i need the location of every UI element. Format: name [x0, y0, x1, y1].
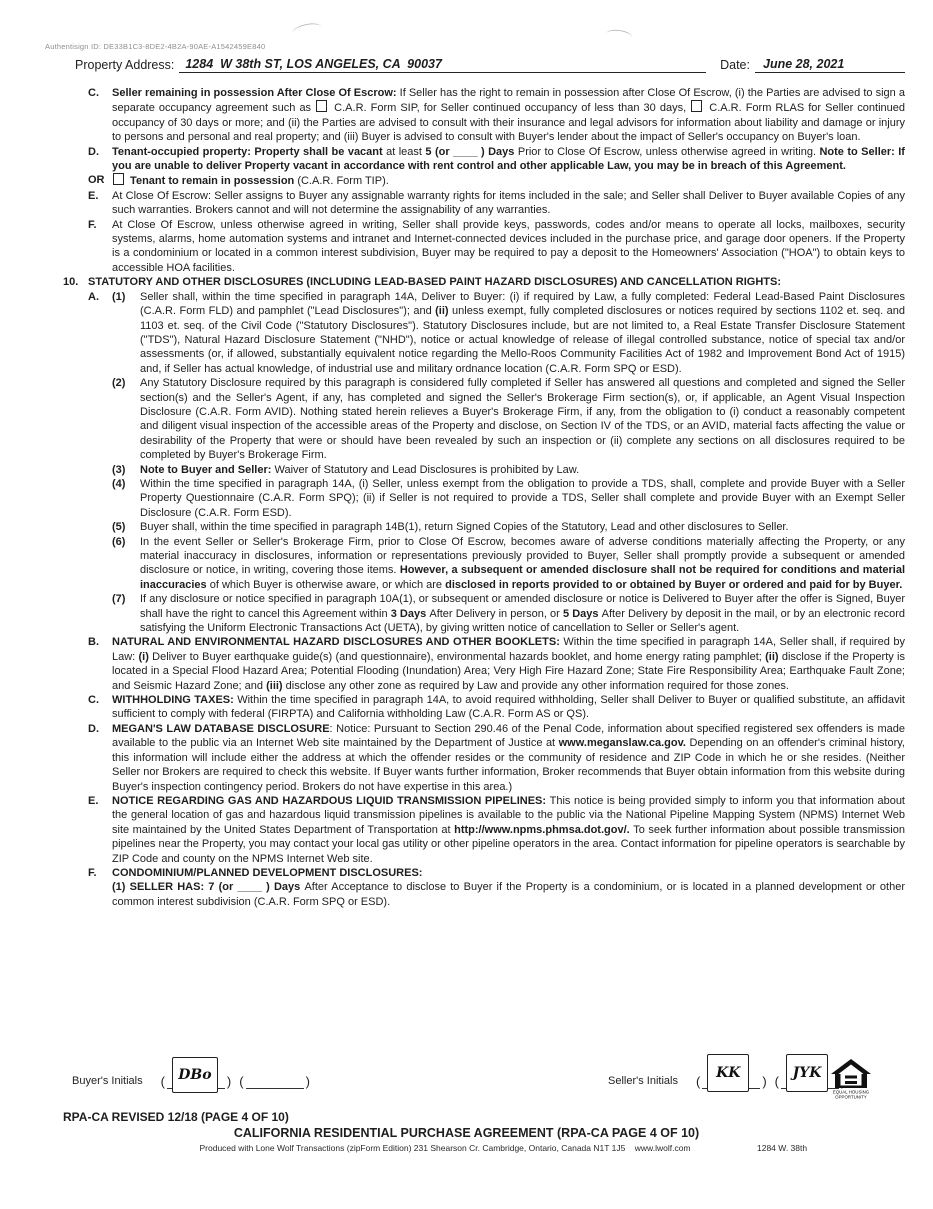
text-run: NOTICE REGARDING GAS AND HAZARDOUS LIQUID TRANSMISSION PIPELINES:	[112, 794, 550, 807]
para-9D-tenant-occupied	[63, 145, 905, 174]
text-run: disclosed in reports provided to or obtained by Buyer or ordered and paid for by Buyer.	[445, 578, 903, 591]
paragraph-marker: E.	[88, 794, 99, 807]
para-10A-2-statutory-completed	[63, 376, 905, 462]
para-10F-1-seller-has	[63, 880, 905, 909]
para-9E-warranties	[63, 189, 905, 218]
eho-caption-line1: EQUAL HOUSING	[832, 1089, 870, 1095]
date-label: Date:	[720, 58, 750, 72]
text-run: unless exempt, fully completed disclosures or notices required by sections 1102 et. seq. and 1103 et. seq. of the Civil Code ("Statutory Disclosures"). Statutory Disclosures include, but are not limited to, a Real Estate Transfer Disclosure Statement ("TDS"), Natural Hazard Disclosure Statement ("NHD"), notice or actual knowledge of release of illegal controlled substance, notice of special tax and/or assessments (or, if allowed, substantially equivalent notice regarding the Mello-Roos Community Facilities Act of 1982 and Improvement Bond Act of 1915) and, if Seller has actual knowledge, of industrial use and military ordnance location (C.A.R. Form SPQ or ESD).	[140, 305, 905, 375]
text-run: Within the time specified in paragraph 14A, Seller shall, if required by Law:	[112, 636, 905, 663]
text-run: Seller remaining in possession After Close Of Escrow:	[112, 87, 400, 99]
checkbox-car-form-rlas[interactable]	[691, 100, 702, 112]
text-run: Depending on an offender's criminal history, this information will include either the address at which the offender resides or the community of residence and ZIP Code in which he or she resides. (Neither Seller nor Brokers are required to check this website. If Buyer wants further information, Broker recommends that Buyer obtain information from this website during Buyer's inspection contingency period. Brokers do not have expertise in this area.)	[112, 737, 905, 793]
text-run: Seller shall, within the time specified in paragraph 14A, Deliver to Buyer: (i) if required by Law, a fully completed: Federal Lead-Based Paint Disclosures (C.A.R. Form FLD) and pamphlet ("Lead Disclosures"); and	[140, 290, 905, 318]
para-10A-3-note-waiver	[63, 463, 905, 477]
form-revision: RPA-CA REVISED 12/18 (PAGE 4 OF 10)	[63, 1110, 289, 1124]
sellers-initials-label: Seller's Initials	[608, 1075, 678, 1087]
text-run: at least	[386, 145, 426, 158]
text-run: STATUTORY AND OTHER DISCLOSURES (INCLUDING LEAD-BASED PAINT HAZARD DISCLOSURES) AND CANCELLATION RIGHTS:	[88, 276, 781, 289]
authentisign-id: Authentisign ID: DE33B1C3-8DE2-4B2A-90AE-A1542459E840	[45, 42, 266, 51]
para-9F-keys	[63, 218, 905, 276]
text-run: However, a subsequent or amended disclosure shall not be required for conditions and material inaccuracies	[140, 564, 905, 591]
equal-housing-icon	[829, 1058, 873, 1100]
text-run: If any disclosure or notice specified in paragraph 10A(1), or subsequent or amended disclosure or notice is Delivered to Buyer after the offer is Signed, Buyer shall have the right to cancel this Agreement within	[140, 593, 905, 620]
para-10F-condo-heading	[63, 866, 905, 880]
text-run: In the event Seller or Seller's Brokerage Firm, prior to Close Of Escrow, becomes aware of adverse conditions materially affecting the Property, or any material inaccuracy in disclosures, information or representations previously provided to Buyer, Seller shall promptly provide a subsequent or amended disclosure or notice, in writing, covering those items.	[140, 535, 905, 577]
text-run: C.A.R. Form RLAS for Seller continued occupancy of 30 days or more; and (ii) the Parties are advised to consult with their insurance and legal advisors for information about liability and damage or injury to persons and personal and real property; and (iii) Buyer is advised to consult with Buyer's lender about the impact of Seller's occupancy on Buyer's loan.	[112, 102, 905, 144]
text-run: 5 Days	[562, 607, 602, 620]
checkbox-tenant-remain[interactable]	[113, 173, 124, 185]
document-body	[63, 86, 905, 909]
buyers-initials-label: Buyer's Initials	[72, 1075, 143, 1087]
text-run: (i)	[138, 650, 149, 663]
property-address-label: Property Address:	[75, 58, 175, 72]
initials-line	[702, 1065, 760, 1089]
buyer-initials-slot-1[interactable]	[160, 1067, 232, 1089]
paren-close: )	[305, 1074, 310, 1089]
seller-initials-signature-2[interactable]: JYK	[786, 1054, 828, 1092]
text-run: CONDOMINIUM/PLANNED DEVELOPMENT DISCLOSURES:	[112, 866, 423, 879]
paragraph-marker: (4)	[112, 477, 126, 490]
para-10A-4-spq-esd	[63, 477, 905, 520]
text-run: Any Statutory Disclosure required by this paragraph is considered fully completed if Seller has answered all questions and completed and signed the Seller section(s) and the Seller's Agent, if any, has completed and signed the Seller's Brokerage Firm section(s), or, if applicable, an Agent Visual Inspection Disclosure (C.A.R. Form AVID). Nothing stated herein relieves a Buyer's Brokerage Firm, if any, from the obligation to (i) conduct a reasonably competent and diligent visual inspection of the accessible areas of the Property and disclose, on Section IV of the TDS, or an AVID, material facts affecting the value or desirability of the Property that were or should have been revealed by such an inspection or (ii) complete any sections on all disclosures required to be completed by Buyer's Brokerage Firm.	[140, 377, 905, 462]
para-9-or-tenant-remain	[63, 173, 905, 188]
date-value[interactable]: June 28, 2021	[755, 57, 905, 73]
text-run: Note to Seller: If you are unable to deliver Property vacant in accordance with rent control and other applicable Law, you may be in breach of this Agreement.	[112, 145, 905, 173]
paragraph-marker: (6)	[112, 535, 126, 548]
paragraph-marker: D.	[88, 145, 99, 158]
text-run: After Delivery in person, or	[429, 607, 563, 620]
text-run: After Acceptance to disclose to Buyer if the Property is a condominium, or is located in a planned development or other common interest subdivision (C.A.R. Form SPQ or ESD).	[112, 881, 905, 908]
text-run: http://www.npms.phmsa.dot.gov/.	[454, 823, 634, 836]
paragraph-marker: C.	[88, 87, 99, 99]
text-run: www.meganslaw.ca.gov.	[558, 737, 690, 750]
paragraph-marker: (7)	[112, 593, 126, 606]
paren-close: )	[226, 1074, 232, 1089]
checkbox-car-form-sip[interactable]	[316, 100, 327, 112]
text-run: (1) SELLER HAS: 7 (or ____ ) Days	[112, 881, 305, 894]
text-run: (C.A.R. Form TIP).	[297, 175, 389, 188]
heading-10-statutory-disclosures	[63, 275, 905, 289]
paragraph-marker: D.	[88, 722, 99, 735]
seller-initials-slot-1[interactable]	[695, 1065, 767, 1089]
para-10C-withholding-taxes	[63, 693, 905, 722]
paren-open: (	[774, 1074, 779, 1089]
text-run: Tenant-occupied property: Property shall be vacant	[112, 145, 387, 158]
text-run: This notice is being provided simply to inform you that information about the general location of gas and hazardous liquid transmission pipelines is available to the public via the National Pipeline Mapping System (NPMS) Internet Web site maintained by the United States Department of Transportation at	[112, 794, 905, 836]
header-row	[75, 57, 905, 73]
paragraph-marker: (5)	[112, 521, 126, 534]
paragraph-marker: A.	[88, 290, 99, 303]
text-run: C.A.R. Form SIP, for Seller continued occupancy of less than 30 days,	[330, 102, 691, 115]
form-title: CALIFORNIA RESIDENTIAL PURCHASE AGREEMENT (RPA-CA PAGE 4 OF 10)	[233, 1126, 700, 1140]
text-run: WITHHOLDING TAXES:	[112, 694, 238, 707]
paragraph-marker: 10.	[63, 276, 79, 289]
doc-ref: 1284 W. 38th	[757, 1143, 808, 1153]
text-run: If Seller has the right to remain in possession after Close Of Escrow, (i) the Parties are advised to sign a separate occupancy agreement such as	[112, 87, 905, 115]
text-run: At Close Of Escrow: Seller assigns to Buyer any assignable warranty rights for items included in the sale; and Seller shall Deliver to Buyer available Copies of any such warranties. Brokers cannot and will not determine the assignability of any warranties.	[112, 189, 905, 217]
buyer-initials-signature[interactable]: DBo	[172, 1057, 218, 1093]
text-run: At Close Of Escrow, unless otherwise agreed in writing, Seller shall provide keys, passwords, codes and/or means to operate all locks, mailboxes, security systems, alarms, home automation systems and intranet and Internet-connected devices included in the purchase price, and garage door openers. If the Property is a condominium or located in a common interest subdivision, Buyer may be required to pay a deposit to the Homeowners' Association ("HOA") to obtain keys to accessible HOA facilities.	[112, 218, 905, 274]
produced-line: Produced with Lone Wolf Transactions (zipForm Edition) 231 Shearson Cr. Cambridge, Ontario, Canada N1T 1J5 www.lwolf.com	[199, 1143, 691, 1153]
text-run: (iii)	[266, 679, 283, 692]
text-run: Tenant to remain in possession	[127, 175, 298, 188]
text-run: of which Buyer is otherwise aware, or which are	[209, 578, 446, 591]
text-run: Note to Buyer and Seller:	[140, 463, 275, 476]
text-run: Prior to Close Of Escrow, unless otherwise agreed in writing.	[517, 145, 820, 158]
equal-housing-logo	[829, 1058, 873, 1105]
initials-line-empty[interactable]	[246, 1072, 304, 1089]
paren-open: (	[239, 1074, 244, 1089]
text-run: To seek further information about possible transmission pipelines near the Property, you may contact your local gas utility or other pipeline operators in the area. Contact information for pipeline operators is searchable by ZIP Code and county on the NPMS Internet Web site.	[112, 823, 905, 865]
text-run: : Notice: Pursuant to Section 290.46 of the Penal Code, information about specified registered sex offenders is made available to the public via an Internet Web site maintained by the Department of Justice at	[112, 722, 905, 750]
text-run: NATURAL AND ENVIRONMENTAL HAZARD DISCLOSURES AND OTHER BOOKLETS:	[112, 636, 564, 649]
buyer-initials-slot-2[interactable]	[239, 1072, 310, 1089]
paragraph-submarker: (1)	[112, 290, 126, 303]
text-run: Within the time specified in paragraph 14A, to avoid required withholding, Seller shall Deliver to Buyer or qualified substitute, an affidavit sufficient to comply with federal (FIRPTA) and California withholding Law (C.A.R. Form AS or QS).	[112, 694, 905, 721]
paren-open: (	[160, 1074, 165, 1089]
text-run: Waiver of Statutory and Lead Disclosures is prohibited by Law.	[274, 463, 580, 476]
text-run: 3 Days	[390, 607, 430, 620]
para-10A-1-lead-disclosures	[63, 290, 905, 376]
text-run: After Delivery by deposit in the mail, or by an electronic record satisfying the Uniform Electronic Transactions Act (UETA), by giving written notice of cancellation to Seller or Seller's agent.	[140, 607, 906, 635]
paragraph-marker: (3)	[112, 463, 126, 476]
text-run: MEGAN'S LAW DATABASE DISCLOSURE	[112, 722, 330, 735]
paragraph-marker: C.	[88, 694, 99, 707]
paragraph-marker: E.	[88, 189, 99, 202]
text-run: Buyer shall, within the time specified in paragraph 14B(1), return Signed Copies of the Statutory, Lead and other disclosures to Seller.	[140, 521, 789, 534]
initials-line	[167, 1067, 225, 1089]
para-10A-6-amended-disclosure	[63, 535, 905, 593]
buyers-initials-group	[72, 1067, 310, 1089]
paragraph-marker: OR	[88, 174, 105, 187]
property-address-value[interactable]: 1284 W 38th ST, LOS ANGELES, CA 90037	[179, 57, 706, 73]
sellers-initials-group	[608, 1065, 845, 1089]
paren-open: (	[695, 1074, 701, 1089]
para-9C-seller-possession	[63, 86, 905, 145]
scan-artifact	[291, 21, 323, 40]
text-run: disclose if the Property is located in a Special Flood Hazard Area; Potential Flooding (Inundation) Area; Very High Fire Hazard Zone; State Fire Responsibility Area; Earthquake Fault Zone; and Seismic Hazard Zone; and	[112, 650, 905, 692]
eho-caption-line2: OPPORTUNITY	[835, 1094, 867, 1100]
para-10A-7-cancellation-right	[63, 592, 905, 635]
paragraph-marker: (2)	[112, 377, 126, 390]
scan-artifact	[605, 28, 632, 43]
paragraph-marker: B.	[88, 636, 99, 649]
paren-close: )	[762, 1074, 767, 1089]
text-run: disclose any other zone as required by Law and provide any other information required for those zones.	[282, 679, 789, 692]
text-run: (ii)	[765, 650, 779, 663]
text-run: Deliver to Buyer earthquake guide(s) (and questionnaire), environmental hazards booklet, and home energy rating pamphlet;	[148, 650, 766, 663]
text-run: 5 (or ____ ) Days	[425, 145, 518, 158]
seller-initials-signature-1[interactable]: KK	[707, 1054, 749, 1092]
paragraph-marker: F.	[88, 218, 97, 231]
text-run: Within the time specified in paragraph 14A, (i) Seller, unless exempt from the obligation to provide a TDS, shall, complete and provide Buyer with a Seller Property Questionnaire (C.A.R. Form SPQ); (ii) if Seller is not required to provide a TDS, Seller shall complete and provide Buyer with an Exempt Seller Disclosure (C.A.R. Form ESD).	[140, 477, 905, 519]
para-10A-5-return-copies	[63, 520, 905, 534]
para-10B-natural-hazards	[63, 635, 905, 693]
paragraph-marker: F.	[88, 866, 97, 879]
para-10E-pipelines	[63, 794, 905, 866]
text-run: (ii)	[435, 305, 449, 318]
para-10D-megans-law	[63, 722, 905, 794]
